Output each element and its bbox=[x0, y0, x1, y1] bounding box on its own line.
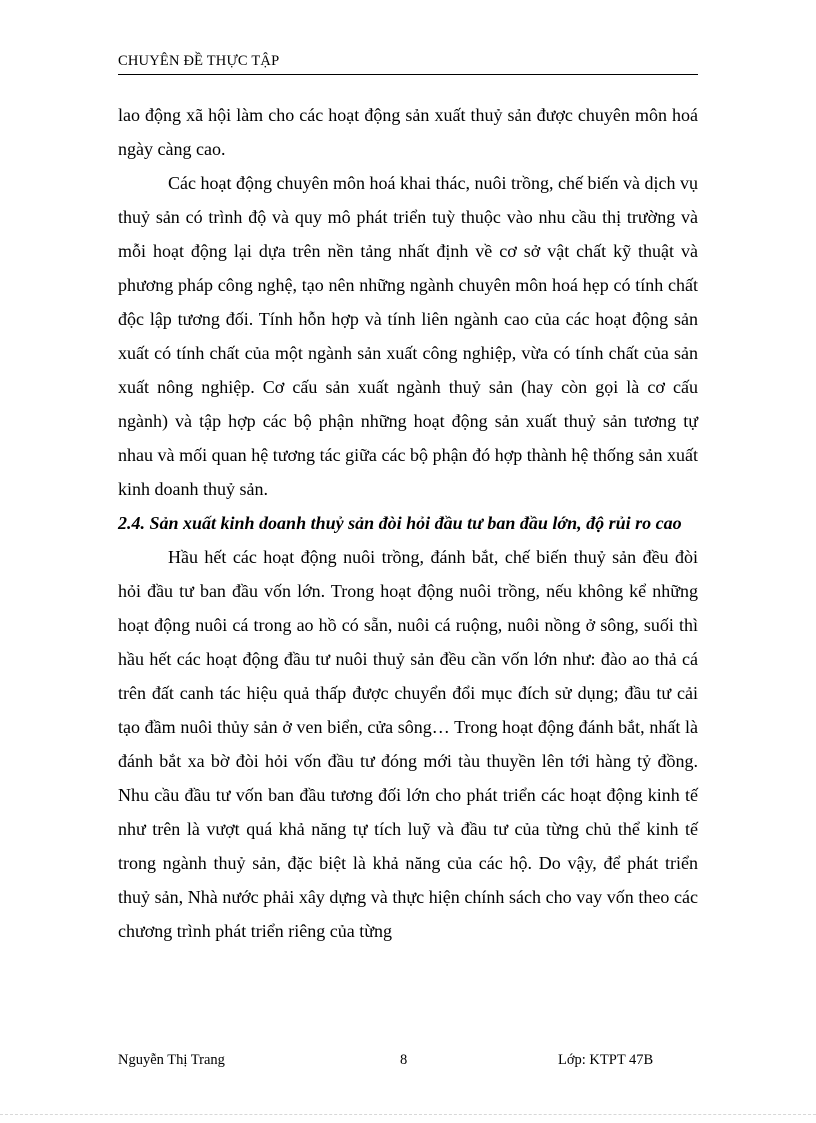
page-header bbox=[118, 52, 698, 75]
paragraph-continuation: lao động xã hội làm cho các hoạt động sản xuất thuỷ sản được chuyên môn hoá ngày càng cao. bbox=[118, 105, 698, 159]
footer-class: Lớp: KTPT 47B bbox=[558, 1052, 654, 1068]
header-title: CHUYÊN ĐỀ THỰC TẬP bbox=[118, 53, 280, 69]
paragraph-specialization: Các hoạt động chuyên môn hoá khai thác, nuôi trồng, chế biến và dịch vụ thuỷ sản có trình độ và quy mô phát triển tuỳ thuộc vào nhu cầu thị trường và mỗi hoạt động lại dựa trên nền tảng nhất định về cơ sở vật chất kỹ thuật và phương pháp công nghệ, tạo nên những ngành chuyên môn hoá hẹp có tính chất độc lập tương đối. Tính hỗn hợp và tính liên ngành cao của các hoạt động sản xuất có tính chất của một ngành sản xuất công nghiệp, vừa có tính chất của sản xuất nông nghiệp. Cơ cấu sản xuất ngành thuỷ sản (hay còn gọi là cơ cấu ngành) và tập hợp các bộ phận những hoạt động sản xuất thuỷ sản tương tự nhau và mối quan hệ tương tác giữa các bộ phận đó hợp thành hệ thống sản xuất kinh doanh thuỷ sản. bbox=[118, 173, 698, 499]
page-number: 8 bbox=[400, 1052, 408, 1068]
page-bottom-edge bbox=[0, 1114, 816, 1115]
footer-author: Nguyễn Thị Trang bbox=[118, 1052, 225, 1068]
section-heading: 2.4. Sản xuất kinh doanh thuỷ sản đòi hỏi đầu tư ban đầu lớn, độ rủi ro cao bbox=[118, 513, 682, 533]
body-text bbox=[118, 98, 698, 948]
page-footer bbox=[118, 1052, 698, 1072]
paragraph-investment: Hầu hết các hoạt động nuôi trồng, đánh bắt, chế biến thuỷ sản đều đòi hỏi đầu tư ban đầu vốn lớn. Trong hoạt động nuôi trồng, nếu không kể những hoạt động nuôi cá trong ao hồ có sẵn, nuôi cá ruộng, nuôi nồng ở sông, suối thì hầu hết các hoạt động đầu tư nuôi thuỷ sản đều cần vốn lớn như: đào ao thả cá trên đất canh tác hiệu quả thấp được chuyển đổi mục đích sử dụng; đầu tư cải tạo đầm nuôi thủy sản ở ven biển, cửa sông… Trong hoạt động đánh bắt, nhất là đánh bắt xa bờ đòi hỏi vốn đầu tư đóng mới tàu thuyền lên tới hàng tỷ đồng. Nhu cầu đầu tư vốn ban đầu tương đối lớn cho phát triển các hoạt động kinh tế như trên là vượt quá khả năng tự tích luỹ và đầu tư của từng chủ thể kinh tế trong ngành thuỷ sản, đặc biệt là khả năng của các hộ. Do vậy, để phát triển thuỷ sản, Nhà nước phải xây dựng và thực hiện chính sách cho vay vốn theo các chương trình phát triển riêng của từng bbox=[118, 547, 698, 941]
